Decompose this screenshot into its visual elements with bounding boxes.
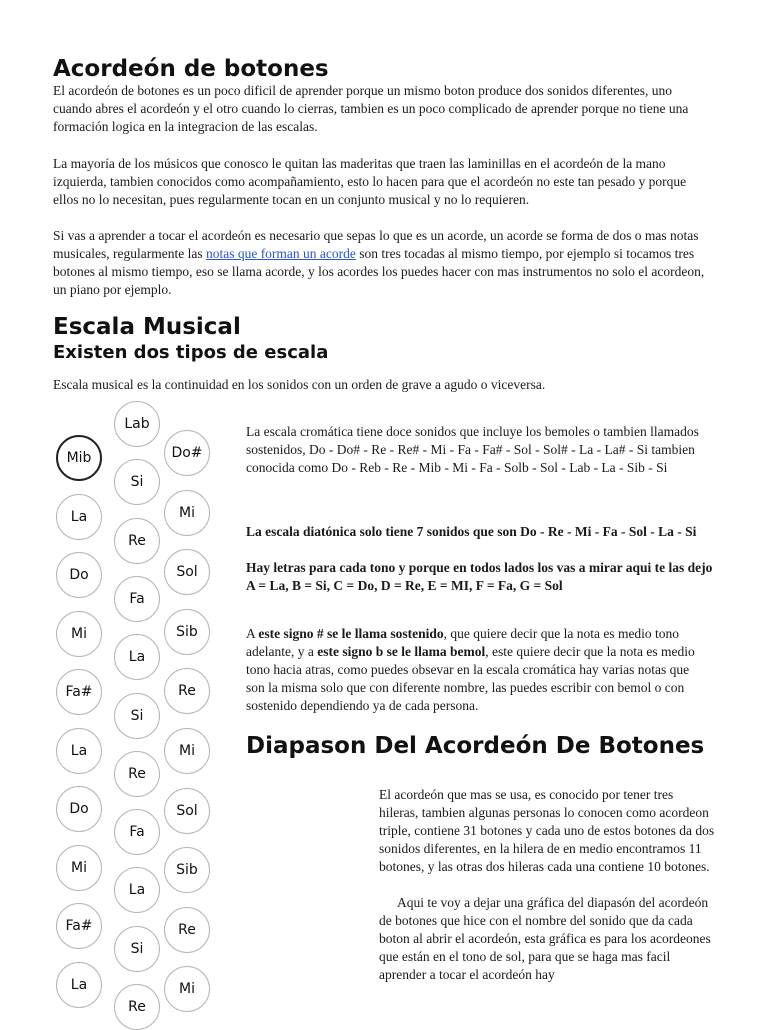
accordion-button-middle-4: Fa (114, 576, 160, 622)
diapason-paragraph-1: El acordeón que mas se usa, es conocido por tener tres hileras, tambien algunas personas lo conocen como acordeon triple, contiene 31 botones y cada uno de estos botones da dos sonidos diferentes, en la hilera de en medio encontramos 11 botones, y las otras dos hileras cada una contiene 10 botones. (379, 787, 715, 874)
signos-paragraph (246, 625, 711, 715)
accordion-button-middle-11: Re (114, 984, 160, 1030)
accordion-button-left-2: La (56, 494, 102, 540)
accordion-button-right-9: Re (164, 907, 210, 953)
intro-paragraph-3-text-b: son tres tocadas al mismo tiempo, por ejemplo si tocamos tres botones al mismo tiempo, eso se llama acorde, y los acordes los puedes hacer con mas instrumentos no solo el acordeon, un piano por ejemplo. (53, 246, 705, 297)
intro-paragraph-3-text-a: Si vas a aprender a tocar el acordeón es necesario que sepas lo que es un acorde, un acorde se forma de dos o mas notas musicales, regularmente las (53, 228, 699, 261)
accordion-button-middle-7: Re (114, 751, 160, 797)
accordion-button-middle-9: La (114, 867, 160, 913)
accordion-button-right-8: Sib (164, 847, 210, 893)
accordion-button-middle-3: Re (114, 518, 160, 564)
signos-text-c: , que quiere decir que la nota es medio tono adelante, y a (246, 626, 680, 659)
bemol-definition: este signo b se le llama bemol (317, 644, 486, 659)
escala-intro: Escala musical es la continuidad en los sonidos con un orden de grave a agudo o viceversa. (53, 377, 546, 392)
intro-paragraph-2: La mayoría de los músicos que conosco le quitan las maderitas que traen las laminillas en el acordeón de la mano izquierda, tambien conocidos como acompañamiento, esto lo hacen para que el acordeón no este tan pesado y porque ellos no lo necesitan, pues regularmente tocan en un conjunto musical y no lo requieren. (53, 156, 687, 207)
accordion-button-right-2: Mi (164, 490, 210, 536)
accordion-button-middle-6: Si (114, 693, 160, 739)
diapason-title: Diapason Del Acordeón De Botones (246, 733, 705, 759)
page-title: Acordeón de botones (53, 56, 329, 82)
escala-diatonica-text: La escala diatónica solo tiene 7 sonidos que son Do - Re - Mi - Fa - Sol - La - Si (246, 524, 697, 539)
accordion-button-left-4: Mi (56, 611, 102, 657)
accordion-button-middle-2: Si (114, 459, 160, 505)
accordion-button-left-9: Fa# (56, 903, 102, 949)
accordion-button-middle-5: La (114, 634, 160, 680)
accordion-button-left-8: Mi (56, 845, 102, 891)
signos-text-d: , este quiere decir que la nota es medio tono hacia atras, como puedes obsevar en la escala cromática hay varias notas que son la misma solo que con diferente nombre, las puedes escribir con bemol o con sostenido dependiendo ya de cada persona. (246, 644, 695, 713)
accordion-button-middle-10: Si (114, 926, 160, 972)
accordion-button-right-10: Mi (164, 966, 210, 1012)
accordion-button-left-6: La (56, 728, 102, 774)
accordion-button-left-10: La (56, 962, 102, 1008)
diapason-paragraph-2: Aqui te voy a dejar una gráfica del diapasón del acordeón de botones que hice con el nombre del sonido que da cada boton al abrir el acordeón, esta gráfica es para los acordeones que están en el tono de sol, para que se haga mas facil aprender a tocar el acordeón hay (379, 895, 711, 982)
sostenido-definition: este signo # se le llama sostenido (258, 626, 444, 641)
escala-subtitle: Existen dos tipos de escala (53, 342, 329, 363)
accordion-button-left-7: Do (56, 786, 102, 832)
accordion-button-right-6: Mi (164, 728, 210, 774)
accordion-button-right-1: Do# (164, 430, 210, 476)
accordion-button-left-1: Mib (56, 435, 102, 481)
escala-letras-text: Hay letras para cada tono y porque en todos lados los vas a mirar aqui te las dejo A = La, B = Si, C = Do, D = Re, E = MI, F = Fa, G = Sol (246, 560, 713, 593)
signos-text-a: A (246, 626, 259, 641)
escala-cromatica-text: La escala cromática tiene doce sonidos que incluye los bemoles o tambien llamados sostenidos, Do - Do# - Re - Re# - Mi - Fa - Fa# - Sol - Sol# - La - La# - Si tambien conocida como Do - Reb - Re - Mib - Mi - Fa - Solb - Sol - Lab - La - Sib - Si (246, 424, 699, 475)
intro-paragraph-1: El acordeón de botones es un poco dificil de aprender porque un mismo boton produce dos sonidos diferentes, uno cuando abres el acordeón y el otro cuando lo cierras, tambien es un poco complicado de aprender porque no tiene una formación logica en la integracion de las escalas. (53, 83, 689, 134)
accordion-button-right-3: Sol (164, 549, 210, 595)
accordion-button-left-3: Do (56, 552, 102, 598)
escala-title: Escala Musical (53, 314, 241, 340)
accordion-keyboard-diagram (56, 395, 226, 1020)
accordion-button-middle-1: Lab (114, 401, 160, 447)
intro-paragraph-3 (53, 227, 718, 299)
acorde-notes-link[interactable]: notas que forman un acorde (205, 246, 356, 261)
accordion-button-middle-8: Fa (114, 809, 160, 855)
accordion-button-left-5: Fa# (56, 669, 102, 715)
accordion-button-right-5: Re (164, 668, 210, 714)
accordion-button-right-7: Sol (164, 788, 210, 834)
accordion-button-right-4: Sib (164, 609, 210, 655)
